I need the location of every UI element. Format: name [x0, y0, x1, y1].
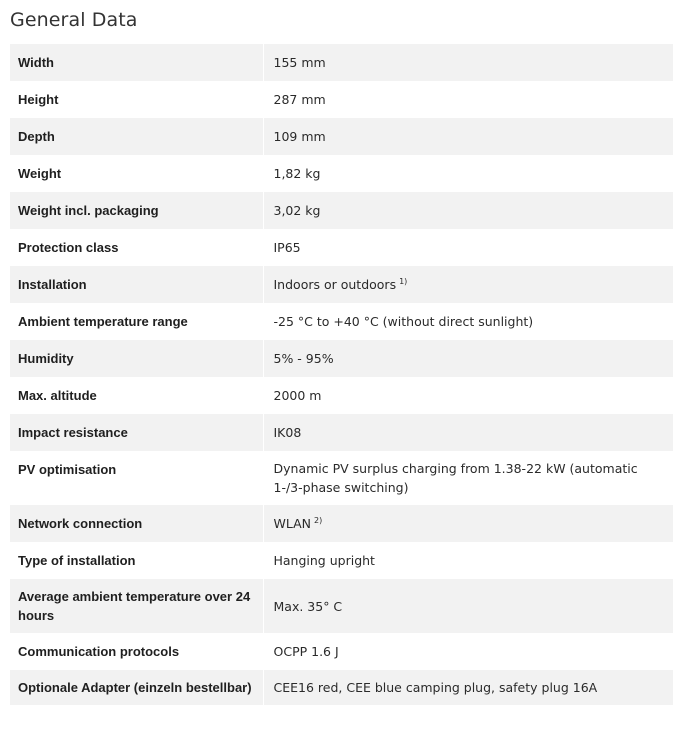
row-value: -25 °C to +40 °C (without direct sunlight): [263, 303, 673, 340]
table-row: [10, 670, 673, 705]
row-label: PV optimisation: [10, 451, 263, 505]
row-label: Impact resistance: [10, 414, 263, 451]
table-row: [10, 633, 673, 670]
table-row: [10, 266, 673, 303]
table-row: [10, 505, 673, 542]
table-row: [10, 542, 673, 579]
spec-table: [10, 44, 673, 705]
table-row: [10, 192, 673, 229]
row-value: OCPP 1.6 J: [263, 633, 673, 670]
row-value: 109 mm: [263, 118, 673, 155]
row-label: Communication protocols: [10, 633, 263, 670]
row-value: WLAN $^{2)}$: [263, 505, 673, 542]
footnote-marker: 2): [314, 515, 323, 525]
row-value: 2000 m: [263, 377, 673, 414]
table-row: [10, 229, 673, 266]
row-label: Average ambient temperature over 24 hours: [10, 579, 263, 633]
table-row: [10, 118, 673, 155]
table-row: [10, 340, 673, 377]
row-label: Protection class: [10, 229, 263, 266]
row-label: Weight incl. packaging: [10, 192, 263, 229]
table-row: [10, 377, 673, 414]
row-value: 1,82 kg: [263, 155, 673, 192]
row-value: IK08: [263, 414, 673, 451]
row-label: Humidity: [10, 340, 263, 377]
row-label: Max. altitude: [10, 377, 263, 414]
row-value: 155 mm: [263, 44, 673, 81]
table-row: [10, 451, 673, 505]
row-value: 5% - 95%: [263, 340, 673, 377]
row-label: Weight: [10, 155, 263, 192]
table-row: [10, 155, 673, 192]
table-row: [10, 44, 673, 81]
row-label: Network connection: [10, 505, 263, 542]
row-label: Installation: [10, 266, 263, 303]
row-value: 3,02 kg: [263, 192, 673, 229]
row-label: Ambient temperature range: [10, 303, 263, 340]
row-value: IP65: [263, 229, 673, 266]
row-label: Optionale Adapter (einzeln bestellbar): [10, 670, 263, 705]
row-value: CEE16 red, CEE blue camping plug, safety plug 16A: [263, 670, 673, 705]
table-row: [10, 81, 673, 118]
row-value: Max. 35° C: [263, 579, 673, 633]
section-title: General Data: [10, 9, 138, 31]
table-row: [10, 579, 673, 633]
table-row: [10, 303, 673, 340]
row-value: Indoors or outdoors $^{1)}$: [263, 266, 673, 303]
row-value: 287 mm: [263, 81, 673, 118]
row-value: Hanging upright: [263, 542, 673, 579]
table-row: [10, 414, 673, 451]
row-label: Width: [10, 44, 263, 81]
row-label: Height: [10, 81, 263, 118]
row-value: Dynamic PV surplus charging from 1.38-22 kW (automatic 1-/3-phase switching): [263, 451, 673, 505]
row-label: Type of installation: [10, 542, 263, 579]
row-label: Depth: [10, 118, 263, 155]
footnote-marker: 1): [399, 276, 408, 286]
